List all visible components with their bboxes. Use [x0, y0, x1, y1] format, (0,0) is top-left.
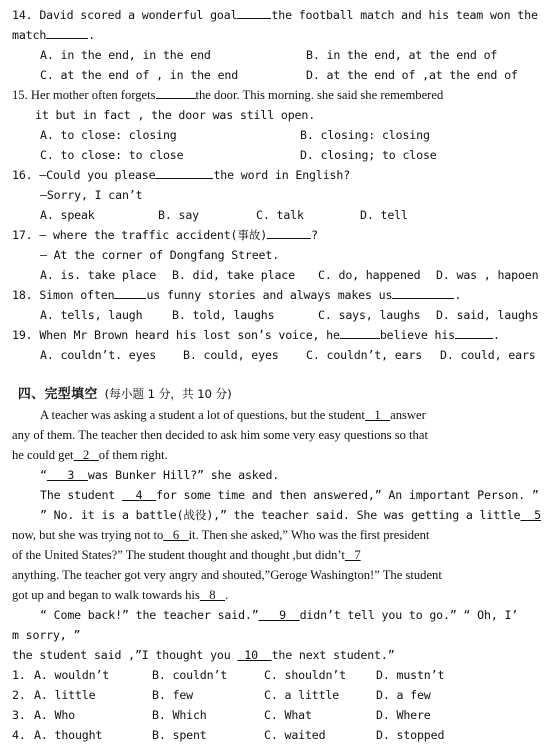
q14-stem-part: 14. David scored a wonderful goal [12, 8, 238, 22]
q14-blank-2 [46, 25, 88, 39]
cloze-blank-1 [365, 408, 390, 422]
passage-line-9: anything. The teacher got very angry and shouted,”Geroge Washington!” The student [12, 568, 442, 582]
q19-blank-2 [455, 325, 493, 339]
cloze-option-number: 2. [12, 688, 26, 702]
q18-option-c: C. says, laughs [318, 308, 421, 322]
q18-option-d: D. said, laughs [436, 308, 539, 322]
passage-text: . [225, 588, 229, 602]
cloze-4-option-d: D. stopped [376, 728, 445, 742]
cloze-blank-4 [122, 488, 156, 502]
q16-reply: —Sorry, I can’t [40, 188, 143, 202]
q14-stem-part: . [88, 28, 95, 42]
cloze-1-option-a: A. wouldn’t [34, 668, 110, 682]
q14-blank-1 [237, 5, 271, 19]
q18-stem-part: . [454, 288, 462, 302]
q15-option-d: D. closing; to close [300, 148, 437, 162]
passage-line-3 [12, 445, 168, 465]
q17-option-d: D. was , hapoen [436, 268, 539, 282]
cloze-blank-3 [47, 468, 88, 482]
q18-stem [12, 285, 461, 305]
cloze-blank-number: 7 [354, 548, 361, 562]
q17-option-b: B. did, take place [172, 268, 295, 282]
cloze-2-option-c: C. a little [264, 688, 340, 702]
q16-stem-part: the word in English? [213, 168, 351, 182]
q18-option-b: B. told, laughs [172, 308, 275, 322]
q17-reply: — At the corner of Dongfang Street. [40, 248, 280, 262]
q16-stem-part: 16. —Could you please [12, 168, 156, 182]
cloze-blank-number: 3 [67, 468, 75, 482]
q15-blank [156, 85, 196, 99]
q16-option-b: B. say [158, 208, 199, 222]
cloze-3-option-c: C. What [264, 708, 312, 722]
cloze-blank-number: 5 [534, 508, 542, 522]
q19-stem-part: . [492, 328, 500, 342]
cloze-3-option-d: D. Where [376, 708, 431, 722]
q19-option-c: C. couldn’t, ears [306, 348, 423, 362]
q19-stem-part: believe his [379, 328, 455, 342]
passage-line-2: any of them. The teacher then decided to ask him some very easy questions so that [12, 428, 428, 442]
q19-blank-1 [340, 325, 380, 339]
cloze-2-option-d: D. a few [376, 688, 431, 702]
q15-option-c: C. to close: to close [40, 148, 184, 162]
cloze-blank-6 [163, 528, 188, 542]
cloze-option-number: 1. [12, 668, 26, 682]
cloze-blank-9 [259, 608, 300, 622]
q16-option-c: C. talk [256, 208, 304, 222]
passage-text: The student [40, 488, 116, 502]
q15-stem-part: the door. This morning. she said she remembered [195, 88, 444, 102]
cloze-2-option-b: B. few [152, 688, 193, 702]
cloze-1-option-b: B. couldn’t [152, 668, 228, 682]
passage-text: it. Then she asked,” Who was the first president [188, 528, 430, 542]
q14-stem-line2 [12, 25, 95, 45]
passage-line-1 [40, 405, 426, 425]
q17-blank [267, 225, 311, 239]
cloze-2-option-a: A. little [34, 688, 96, 702]
q17-stem-part: 17. — where the traffic accident(事故) [12, 228, 268, 242]
section-subtitle: (每小题 1 分，共 10 分) [104, 387, 232, 401]
cloze-blank-10 [237, 648, 271, 662]
q14-stem-part: the football match and his team won the [271, 8, 538, 22]
passage-line-11 [40, 605, 518, 625]
q18-option-a: A. tells, laugh [40, 308, 143, 322]
section-title: 四、完型填空 [18, 387, 98, 402]
q16-stem [12, 165, 350, 185]
q18-blank-1 [114, 285, 146, 299]
q14-option-b: B. in the end, at the end of [306, 48, 498, 62]
q17-stem-part: ? [311, 228, 318, 242]
q17-stem [12, 225, 318, 245]
cloze-blank-8 [200, 588, 225, 602]
passage-text: “ [40, 468, 47, 482]
q18-blank-2 [392, 285, 454, 299]
q14-option-d: D. at the end of ,at the end of [306, 68, 518, 82]
cloze-blank-number: 2 [83, 448, 90, 462]
q18-stem-part: us funny stories and always makes us [146, 288, 393, 302]
cloze-blank-number: 10 [244, 648, 258, 662]
cloze-blank-number: 6 [172, 528, 180, 542]
q15-option-a: A. to close: closing [40, 128, 177, 142]
cloze-blank-number: 8 [209, 588, 216, 602]
passage-text: now, but she was trying not to [12, 528, 164, 542]
q19-option-d: D. could, ears [440, 348, 536, 362]
passage-text: answer [390, 408, 426, 422]
passage-text: was Bunker Hill?” she asked. [87, 468, 280, 482]
passage-text: “ Come back!” the teacher said.” [40, 608, 259, 622]
cloze-3-option-a: A. Who [34, 708, 75, 722]
passage-line-5 [40, 485, 539, 505]
cloze-blank-number: 4 [135, 488, 143, 502]
passage-line-7 [12, 525, 429, 545]
passage-text: of them right. [98, 448, 168, 462]
passage-text: of the United States?” The student thought and thought ,but didn’t [12, 548, 345, 562]
cloze-4-option-b: B. spent [152, 728, 207, 742]
cloze-blank-5 [521, 508, 542, 522]
passage-line-6 [40, 505, 541, 525]
q17-option-c: C. do, happened [318, 268, 421, 282]
cloze-3-option-b: B. Which [152, 708, 207, 722]
q18-stem-part: 18. Simon often [12, 288, 115, 302]
q15-stem-line2: it but in fact , the door was still open. [35, 108, 316, 122]
q14-stem [12, 5, 538, 25]
cloze-1-option-d: D. mustn’t [376, 668, 445, 682]
q14-option-c: C. at the end of , in the end [40, 68, 239, 82]
passage-line-8 [12, 545, 361, 565]
cloze-option-number: 3. [12, 708, 26, 722]
q19-stem [12, 325, 500, 345]
q16-option-d: D. tell [360, 208, 408, 222]
q15-stem [12, 85, 443, 105]
cloze-4-option-c: C. waited [264, 728, 326, 742]
passage-line-12: m sorry, ” [12, 628, 81, 642]
cloze-blank-number: 1 [374, 408, 381, 422]
q17-option-a: A. is. take place [40, 268, 157, 282]
q15-option-b: B. closing: closing [300, 128, 430, 142]
passage-text: he could get [12, 448, 74, 462]
passage-text: didn’t tell you to go.” “ Oh, I’ [299, 608, 519, 622]
q15-stem-part: 15. Her mother often forgets [12, 88, 156, 102]
cloze-4-option-a: A. thought [34, 728, 103, 742]
q16-blank [155, 165, 213, 179]
q19-option-a: A. couldn’t. eyes [40, 348, 157, 362]
passage-text: ” No. it is a battle(战役),” the teacher said. She was getting a little [40, 508, 521, 522]
q16-option-a: A. speak [40, 208, 95, 222]
cloze-1-option-c: C. shouldn’t [264, 668, 346, 682]
passage-line-10 [12, 585, 228, 605]
cloze-blank-7 [345, 548, 361, 562]
passage-line-4 [40, 465, 279, 485]
cloze-blank-number: 9 [279, 608, 286, 622]
passage-text: for some time and then answered,” An important Person. ” [156, 488, 539, 502]
passage-line-13 [12, 645, 395, 665]
cloze-option-number: 4. [12, 728, 26, 742]
q19-option-b: B. could, eyes [183, 348, 279, 362]
q19-stem-part: 19. When Mr Brown heard his lost son’s voice, he [12, 328, 340, 342]
passage-text: the student said ,”I thought you [12, 648, 231, 662]
q14-stem-part: match [12, 28, 47, 42]
passage-text: got up and began to walk towards his [12, 588, 200, 602]
passage-text: A teacher was asking a student a lot of questions, but the student [40, 408, 365, 422]
section-heading [18, 384, 232, 405]
passage-text: the next student.” [271, 648, 395, 662]
cloze-blank-2 [74, 448, 99, 462]
q14-option-a: A. in the end, in the end [40, 48, 211, 62]
